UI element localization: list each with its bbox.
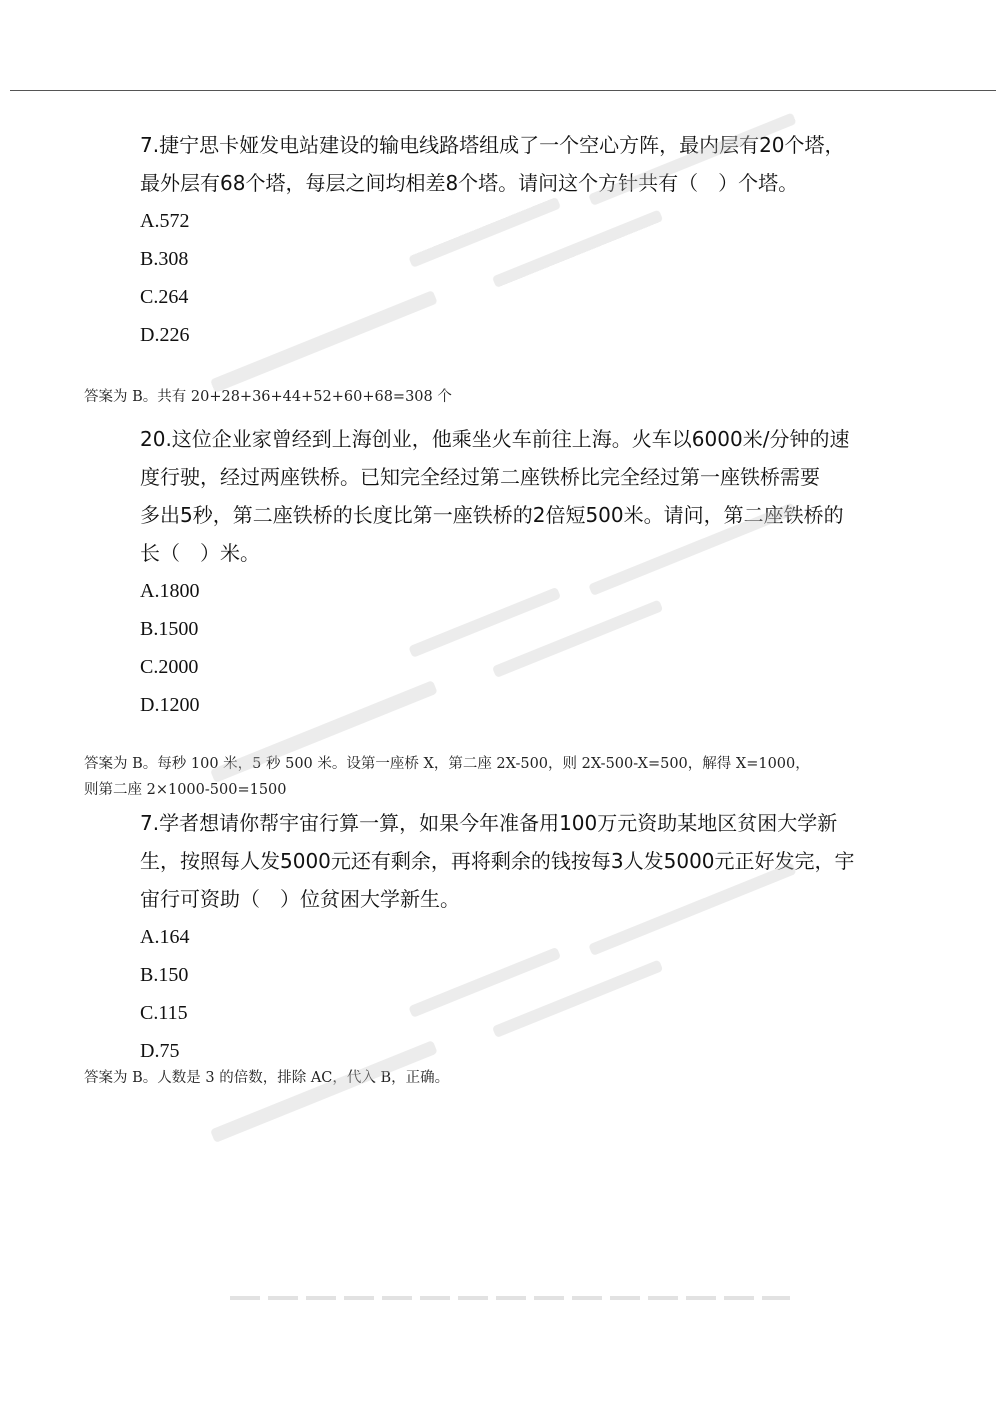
question-stem-line: 长（ ）米。 xyxy=(140,541,260,565)
answer-2 xyxy=(84,751,884,803)
question-stem-line: 宙行可资助（ ）位贫困大学新生。 xyxy=(140,887,460,911)
option-d: D.1200 xyxy=(140,694,200,716)
question-stem-line: 20.这位企业家曾经到上海创业，他乘坐火车前往上海。火车以6000米/分钟的速 xyxy=(140,427,850,451)
answer-3 xyxy=(84,1065,884,1091)
option-c: C.264 xyxy=(140,286,189,308)
top-rule xyxy=(10,90,996,91)
question-3 xyxy=(140,804,880,1070)
faded-footer-line xyxy=(230,1296,790,1300)
answer-line: 答案为 B。共有 20+28+36+44+52+60+68=308 个 xyxy=(84,389,452,405)
option-b: B.308 xyxy=(140,248,189,270)
answer-1 xyxy=(84,384,884,410)
option-d: D.75 xyxy=(140,1040,180,1062)
option-b: B.1500 xyxy=(140,618,199,640)
option-c: C.115 xyxy=(140,1002,188,1024)
answer-line: 答案为 B。每秒 100 米，5 秒 500 米。设第一座桥 X，第二座 2X-500，则 2X-500-X=500，解得 X=1000， xyxy=(84,756,810,772)
option-b: B.150 xyxy=(140,964,189,986)
question-2 xyxy=(140,420,880,724)
answer-line: 答案为 B。人数是 3 的倍数，排除 AC，代入 B，正确。 xyxy=(84,1070,450,1086)
question-stem-line: 7.捷宁思卡娅发电站建设的输电线路塔组成了一个空心方阵，最内层有20个塔， xyxy=(140,133,845,157)
option-c: C.2000 xyxy=(140,656,199,678)
question-stem-line: 最外层有68个塔，每层之间均相差8个塔。请问这个方针共有（ ）个塔。 xyxy=(140,171,799,195)
option-a: A.1800 xyxy=(140,580,200,602)
question-stem-line: 度行驶，经过两座铁桥。已知完全经过第二座铁桥比完全经过第一座铁桥需要 xyxy=(140,465,820,489)
answer-line: 则第二座 2×1000-500=1500 xyxy=(84,782,287,798)
option-a: A.164 xyxy=(140,926,190,948)
question-stem-line: 7.学者想请你帮宇宙行算一算，如果今年准备用100万元资助某地区贫困大学新 xyxy=(140,811,838,835)
question-stem-line: 生，按照每人发5000元还有剩余，再将剩余的钱按每3人发5000元正好发完，宇 xyxy=(140,849,855,873)
question-1 xyxy=(140,126,880,354)
option-a: A.572 xyxy=(140,210,190,232)
question-stem-line: 多出5秒，第二座铁桥的长度比第一座铁桥的2倍短500米。请问，第二座铁桥的 xyxy=(140,503,844,527)
option-d: D.226 xyxy=(140,324,190,346)
